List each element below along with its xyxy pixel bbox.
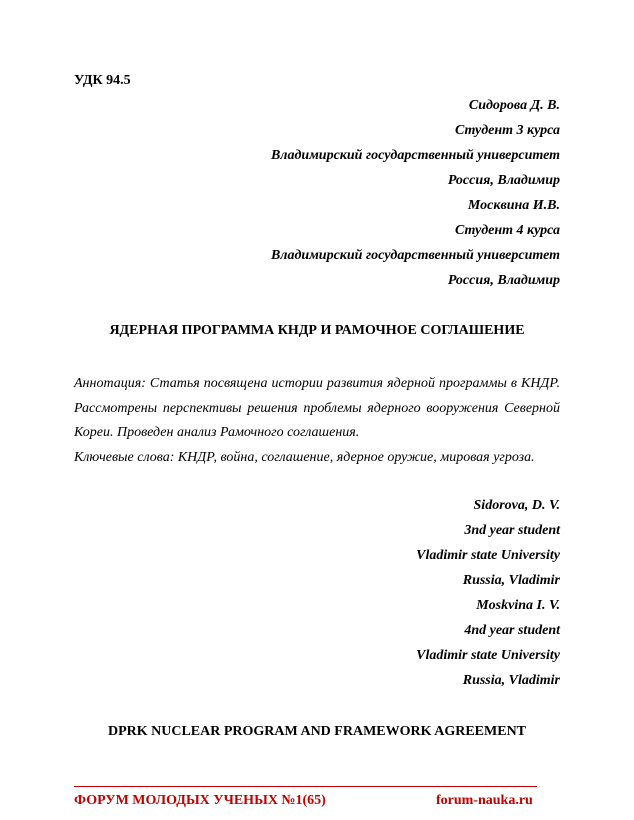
author-name-1-en: Sidorova, D. V.	[473, 498, 560, 513]
author-location-1-en: Russia, Vladimir	[462, 573, 560, 588]
author-year-1-en: 3nd year student	[464, 523, 560, 538]
footer-site-link[interactable]: forum-nauka.ru	[436, 793, 533, 808]
author-year-1-ru: Студент 3 курса	[454, 123, 560, 138]
article-title-en: DPRK NUCLEAR PROGRAM AND FRAMEWORK AGREEMENT	[107, 724, 527, 739]
author-name-2-ru: Москвина И.В.	[467, 198, 560, 213]
author-block-en	[74, 497, 560, 697]
author-name-2-en: Moskvina I. V.	[476, 598, 560, 613]
keywords-text: Ключевые слова: КНДР, война, соглашение, ядерное оружие, мировая угроза.	[74, 449, 535, 465]
author-location-2-ru: Россия, Владимир	[447, 273, 560, 288]
author-university-2-ru: Владимирский государственный университет	[270, 248, 560, 263]
footer-journal-name: ФОРУМ МОЛОДЫХ УЧЕНЫХ №1(65)	[74, 793, 326, 808]
author-year-2-en: 4nd year student	[464, 623, 560, 638]
footer-divider	[74, 786, 537, 787]
abstract-text: Аннотация: Статья посвящена истории развития ядерной программы в КНДР. Рассмотрены перспективы решения проблемы ядерного вооружения Северной Кореи. Проведен анализ Рамочного соглашения.	[74, 376, 560, 441]
author-year-2-ru: Студент 4 курса	[454, 223, 560, 238]
author-university-1-ru: Владимирский государственный университет	[270, 148, 560, 163]
author-block-ru	[74, 97, 560, 297]
author-name-1-ru: Сидорова Д. В.	[468, 98, 560, 113]
author-university-2-en: Vladimir state University	[416, 648, 560, 663]
article-title-ru: ЯДЕРНАЯ ПРОГРАММА КНДР И РАМОЧНОЕ СОГЛАШЕНИЕ	[109, 323, 525, 338]
author-location-2-en: Russia, Vladimir	[462, 673, 560, 688]
abstract-block	[74, 372, 560, 470]
author-university-1-en: Vladimir state University	[416, 548, 560, 563]
author-location-1-ru: Россия, Владимир	[447, 173, 560, 188]
udc-code: УДК 94.5	[74, 73, 131, 88]
